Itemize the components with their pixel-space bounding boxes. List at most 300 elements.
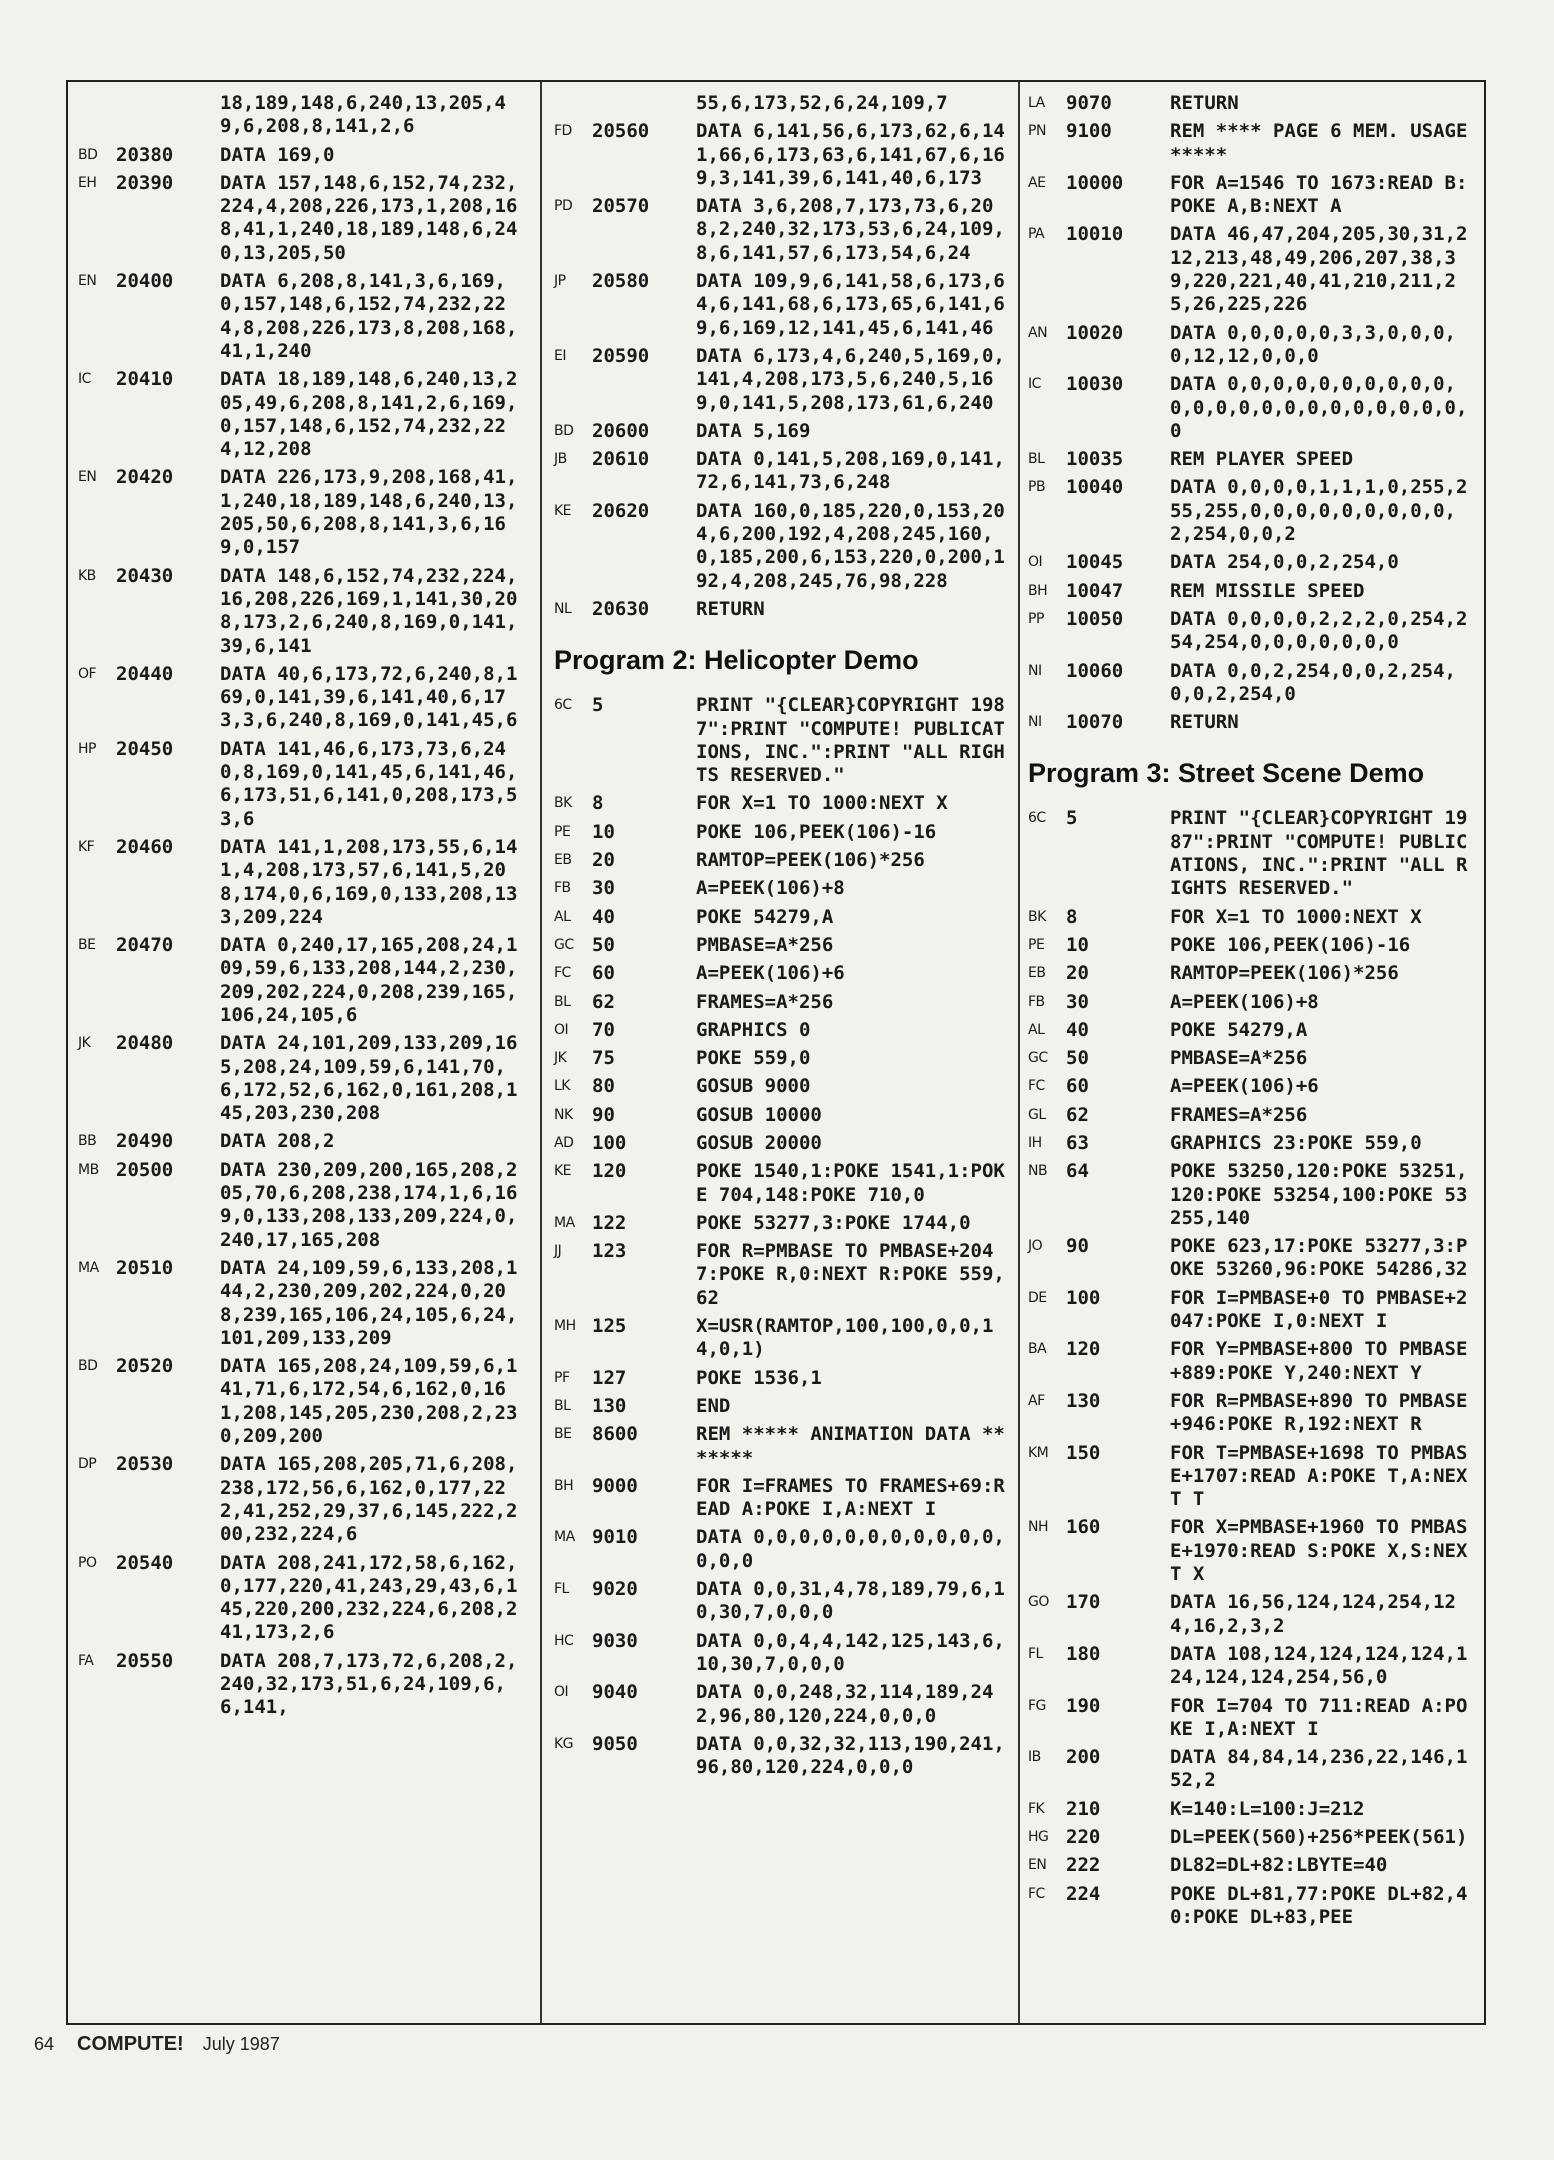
checksum-code: FC: [1028, 1078, 1045, 1095]
page-footer: [34, 2033, 280, 2056]
line-number: 20390: [116, 171, 174, 194]
line-number: 10010: [1066, 223, 1124, 246]
code-line: [78, 1032, 528, 1125]
line-number: 20480: [116, 1032, 174, 1055]
line-number: 75: [592, 1047, 615, 1070]
code-line: [554, 92, 1014, 115]
program-heading: Program 3: Street Scene Demo: [1028, 758, 1425, 789]
code-line: [554, 821, 1014, 844]
line-number: 10: [592, 820, 615, 843]
line-number: 20440: [116, 662, 174, 685]
code-line: [78, 565, 528, 658]
line-number: 9050: [592, 1732, 638, 1755]
checksum-code: BA: [1028, 1341, 1047, 1358]
code-line: [1028, 1746, 1478, 1793]
checksum-code: BL: [554, 993, 571, 1010]
basic-statement: A=PEEK(106)+8: [1170, 990, 1319, 1013]
code-line: [1028, 1235, 1478, 1282]
checksum-code: HG: [1028, 1829, 1049, 1845]
basic-statement: GOSUB 9000: [696, 1075, 811, 1098]
line-number: 70: [592, 1018, 615, 1041]
basic-statement: DATA 40,6,173,72,6,240,8,169,0,141,39,6,141,40,6,173,3,6,240,8,169,0,141,45,6: [220, 662, 518, 732]
code-line: [554, 120, 1014, 190]
line-number: 60: [592, 962, 615, 985]
basic-statement: A=PEEK(106)+6: [696, 962, 845, 985]
basic-statement: REM ***** ANIMATION DATA *******: [696, 1423, 1005, 1469]
checksum-code: IC: [78, 371, 91, 388]
checksum-code: PE: [554, 823, 571, 840]
checksum-code: PF: [554, 1369, 570, 1386]
code-line: [78, 172, 528, 265]
code-line: [1028, 991, 1478, 1014]
basic-statement: FOR Y=PMBASE+800 TO PMBASE+889:POKE Y,240:NEXT Y: [1170, 1338, 1468, 1384]
code-line: [554, 500, 1014, 593]
code-line: [554, 962, 1014, 985]
code-line: [1028, 1883, 1478, 1930]
line-number: 20580: [592, 270, 650, 293]
line-number: 100: [1066, 1286, 1101, 1309]
line-number: 125: [592, 1315, 627, 1338]
basic-statement: FOR A=1546 TO 1673:READ B:POKE A,B:NEXT A: [1170, 171, 1468, 218]
basic-statement: DATA 141,1,208,173,55,6,141,4,208,173,57,6,141,5,208,174,0,6,169,0,133,208,133,209,224: [220, 835, 518, 928]
checksum-code: JJ: [554, 1243, 562, 1260]
page-number: 64: [34, 2034, 55, 2054]
line-number: 10040: [1066, 476, 1124, 499]
checksum-code: OI: [1028, 554, 1043, 571]
line-number: 90: [1066, 1235, 1089, 1258]
code-line: [1028, 322, 1478, 369]
code-line: [554, 792, 1014, 815]
checksum-code: BB: [78, 1133, 97, 1150]
basic-statement: 18,189,148,6,240,13,205,49,6,208,8,141,2,6: [220, 92, 506, 138]
code-line: [1028, 934, 1478, 957]
line-number: 20410: [116, 368, 174, 391]
line-number: 62: [1066, 1103, 1089, 1126]
basic-statement: DATA 157,148,6,152,74,232,224,4,208,226,173,1,208,168,41,1,240,18,189,148,6,240,13,205,50: [220, 171, 518, 264]
code-line: [1028, 551, 1478, 574]
basic-statement: FOR R=PMBASE TO PMBASE+2047:POKE R,0:NEXT R:POKE 559,62: [696, 1240, 1005, 1309]
checksum-code: EN: [78, 469, 97, 486]
basic-statement: POKE 53250,120:POKE 53251,120:POKE 53254,100:POKE 53255,140: [1170, 1160, 1468, 1229]
basic-statement: DATA 169,0: [220, 143, 335, 166]
basic-statement: PRINT "{CLEAR}COPYRIGHT 1987":PRINT "COMPUTE! PUBLICATIONS, INC.":PRINT "ALL RIGHTS RESERVED.": [696, 694, 1005, 787]
code-line: [1028, 1390, 1478, 1437]
code-line: [1028, 373, 1478, 443]
basic-statement: REM MISSILE SPEED: [1170, 579, 1365, 602]
code-line: [78, 1355, 528, 1448]
basic-statement: FRAMES=A*256: [1170, 1103, 1308, 1126]
checksum-code: KE: [554, 502, 572, 519]
line-number: 20450: [116, 737, 174, 760]
line-number: 8: [592, 792, 604, 815]
code-line: [554, 1104, 1014, 1127]
line-number: 130: [592, 1394, 627, 1417]
checksum-code: AE: [1028, 174, 1046, 191]
basic-statement: REM PLAYER SPEED: [1170, 448, 1354, 471]
checksum-code: EH: [78, 174, 97, 191]
checksum-code: OI: [554, 1684, 569, 1701]
line-number: 20470: [116, 934, 174, 957]
basic-statement: DATA 6,141,56,6,173,62,6,141,66,6,173,63,6,141,67,6,169,3,141,39,6,141,40,6,173: [696, 120, 1005, 189]
line-number: 10: [1066, 933, 1089, 956]
basic-statement: FOR I=FRAMES TO FRAMES+69:READ A:POKE I,A:NEXT I: [696, 1474, 1005, 1521]
magazine-name: COMPUTE!: [77, 2033, 184, 2055]
basic-statement: DATA 6,173,4,6,240,5,169,0,141,4,208,173,5,6,240,5,169,0,141,5,208,173,61,6,240: [696, 344, 1005, 414]
line-number: 222: [1066, 1854, 1101, 1877]
line-number: 122: [592, 1211, 627, 1234]
code-line: [554, 1315, 1014, 1362]
line-number: 10050: [1066, 607, 1124, 630]
checksum-code: EN: [1028, 1857, 1047, 1874]
code-line: [554, 1160, 1014, 1207]
basic-statement: DATA 0,0,0,0,2,2,2,0,254,254,254,0,0,0,0,0,0,0: [1170, 607, 1468, 654]
code-line: [78, 1453, 528, 1546]
checksum-code: AN: [1028, 324, 1048, 341]
line-number: 5: [592, 694, 604, 717]
code-line: [554, 1395, 1014, 1418]
basic-statement: POKE 106,PEEK(106)-16: [696, 820, 937, 843]
code-line: [1028, 1019, 1478, 1042]
code-line: [78, 92, 528, 139]
basic-statement: REM **** PAGE 6 MEM. USAGE *****: [1170, 120, 1479, 166]
checksum-code: DP: [78, 1456, 97, 1473]
checksum-code: NI: [1028, 662, 1042, 679]
basic-statement: DATA 0,0,248,32,114,189,242,96,80,120,224,0,0,0: [696, 1681, 994, 1727]
code-line: [554, 1681, 1014, 1728]
basic-statement: POKE 53277,3:POKE 1744,0: [696, 1211, 971, 1234]
line-number: 200: [1066, 1746, 1101, 1769]
code-line: [1028, 1695, 1478, 1742]
checksum-code: PN: [1028, 123, 1046, 140]
code-line: [1028, 1132, 1478, 1155]
basic-statement: DATA 0,0,2,254,0,0,2,254,0,0,2,254,0: [1170, 659, 1456, 705]
checksum-code: EB: [554, 852, 572, 869]
code-line: [78, 1257, 528, 1350]
basic-statement: GOSUB 10000: [696, 1103, 822, 1126]
code-line: [78, 368, 528, 461]
basic-statement: RAMTOP=PEEK(106)*256: [696, 849, 925, 872]
basic-statement: DATA 0,0,0,0,0,3,3,0,0,0,0,12,12,0,0,0: [1170, 321, 1456, 367]
checksum-code: EB: [1028, 965, 1046, 982]
basic-statement: DL=PEEK(560)+256*PEEK(561): [1170, 1826, 1468, 1848]
basic-statement: POKE 1540,1:POKE 1541,1:POKE 704,148:POKE 710,0: [696, 1160, 1005, 1206]
checksum-code: LK: [554, 1078, 570, 1095]
checksum-code: PD: [554, 198, 573, 215]
basic-statement: DATA 226,173,9,208,168,41,1,240,18,189,148,6,240,13,205,50,6,208,8,141,3,6,169,0,157: [220, 466, 518, 559]
line-number: 64: [1066, 1160, 1089, 1183]
checksum-code: IH: [1028, 1134, 1042, 1151]
checksum-code: JK: [554, 1050, 567, 1067]
line-number: 8: [1066, 905, 1078, 928]
line-number: 20630: [592, 597, 650, 620]
line-number: 20400: [116, 270, 174, 293]
code-line: [78, 738, 528, 831]
code-line: [1028, 1826, 1478, 1849]
checksum-code: BH: [1028, 582, 1048, 599]
line-number: 10000: [1066, 171, 1124, 194]
code-line: [1028, 172, 1478, 219]
checksum-code: PA: [1028, 226, 1045, 243]
line-number: 9030: [592, 1629, 638, 1652]
line-number: 50: [592, 933, 615, 956]
code-line: [78, 1552, 528, 1645]
checksum-code: EI: [554, 347, 566, 364]
code-line: [78, 663, 528, 733]
line-number: 20430: [116, 564, 174, 587]
line-number: 20: [592, 849, 615, 872]
checksum-code: FG: [1028, 1697, 1046, 1714]
checksum-code: 6C: [1028, 810, 1046, 827]
basic-statement: FRAMES=A*256: [696, 990, 834, 1013]
checksum-code: NI: [1028, 714, 1042, 731]
checksum-code: OI: [554, 1021, 569, 1038]
code-line: [554, 1019, 1014, 1042]
basic-statement: FOR I=704 TO 711:READ A:POKE I,A:NEXT I: [1170, 1694, 1468, 1740]
checksum-code: GC: [554, 936, 574, 953]
basic-statement: FOR X=PMBASE+1960 TO PMBASE+1970:READ S:POKE X,S:NEXT X: [1170, 1516, 1468, 1586]
line-number: 10030: [1066, 373, 1124, 396]
code-line: [554, 1475, 1014, 1522]
code-line: [1028, 660, 1478, 707]
checksum-code: FL: [1028, 1645, 1043, 1662]
checksum-code: GO: [1028, 1594, 1049, 1611]
checksum-code: IB: [1028, 1749, 1041, 1766]
checksum-code: BD: [78, 146, 98, 163]
line-number: 170: [1066, 1591, 1101, 1614]
basic-statement: DATA 24,109,59,6,133,208,144,2,230,209,202,224,0,208,239,165,106,24,105,6,24,101,209,133,209: [220, 1256, 518, 1349]
checksum-code: BE: [78, 937, 96, 954]
code-line: [1028, 608, 1478, 655]
checksum-code: AL: [1028, 1021, 1045, 1038]
checksum-code: MH: [554, 1318, 576, 1335]
line-number: 50: [1066, 1047, 1089, 1070]
checksum-code: PB: [1028, 479, 1046, 496]
checksum-code: 6C: [554, 697, 572, 714]
line-number: 9040: [592, 1681, 638, 1704]
basic-statement: POKE 559,0: [696, 1047, 811, 1070]
line-number: 20500: [116, 1158, 174, 1181]
line-number: 127: [592, 1366, 627, 1389]
checksum-code: KM: [1028, 1444, 1049, 1461]
code-line: [78, 934, 528, 1027]
checksum-code: HC: [554, 1632, 574, 1649]
checksum-code: BK: [554, 795, 572, 812]
program-heading: Program 2: Helicopter Demo: [554, 645, 919, 676]
basic-statement: FOR R=PMBASE+890 TO PMBASE+946:POKE R,192:NEXT R: [1170, 1389, 1468, 1436]
checksum-code: GL: [1028, 1106, 1046, 1123]
checksum-code: FB: [1028, 993, 1045, 1010]
code-line: [554, 270, 1014, 340]
line-number: 20420: [116, 466, 174, 489]
basic-statement: DATA 0,0,0,0,1,1,1,0,255,255,255,0,0,0,0,0,0,0,0,0,2,254,0,0,2: [1170, 476, 1468, 546]
checksum-code: BD: [78, 1358, 98, 1375]
basic-statement: POKE 54279,A: [1170, 1018, 1308, 1041]
code-line: [554, 934, 1014, 957]
checksum-code: FB: [554, 880, 571, 897]
checksum-code: BH: [554, 1477, 574, 1494]
code-line: [554, 1212, 1014, 1235]
basic-statement: DATA 46,47,204,205,30,31,212,213,48,49,206,207,38,39,220,221,40,41,210,211,25,26,225,226: [1170, 223, 1468, 316]
line-number: 20600: [592, 419, 650, 442]
basic-statement: DATA 5,169: [696, 419, 811, 442]
line-number: 20530: [116, 1453, 174, 1476]
line-number: 80: [592, 1075, 615, 1098]
line-number: 20620: [592, 499, 650, 522]
code-line: [1028, 807, 1478, 900]
basic-statement: A=PEEK(106)+6: [1170, 1075, 1319, 1098]
listing-column-3: [1028, 92, 1478, 1934]
basic-statement: DATA 230,209,200,165,208,205,70,6,208,238,174,1,6,169,0,133,208,133,209,224,0,240,17,165,208: [220, 1158, 518, 1251]
checksum-code: BK: [1028, 908, 1046, 925]
line-number: 20460: [116, 835, 174, 858]
code-line: [78, 836, 528, 929]
code-line: [78, 144, 528, 167]
column-divider: [540, 82, 542, 2023]
basic-statement: FOR X=1 TO 1000:NEXT X: [696, 792, 948, 815]
basic-statement: END: [696, 1394, 731, 1417]
line-number: 20570: [592, 195, 650, 218]
line-number: 30: [1066, 990, 1089, 1013]
listing-column-2: [554, 92, 1014, 1784]
checksum-code: PE: [1028, 936, 1045, 953]
checksum-code: IC: [1028, 376, 1041, 393]
code-line: [1028, 1798, 1478, 1821]
basic-statement: PMBASE=A*256: [696, 933, 834, 956]
basic-statement: GRAPHICS 0: [696, 1018, 811, 1041]
checksum-code: OF: [78, 665, 97, 682]
line-number: 9000: [592, 1474, 638, 1497]
basic-statement: X=USR(RAMTOP,100,100,0,0,14,0,1): [696, 1315, 994, 1361]
code-line: [554, 1075, 1014, 1098]
code-line: [1028, 448, 1478, 471]
basic-statement: DATA 0,0,32,32,113,190,241,96,80,120,224,0,0,0: [696, 1732, 1005, 1779]
checksum-code: BD: [554, 422, 574, 439]
code-line: [1028, 92, 1478, 115]
basic-statement: DATA 18,189,148,6,240,13,205,49,6,208,8,141,2,6,169,0,157,148,6,152,74,232,224,12,208: [220, 368, 518, 461]
basic-statement: DATA 148,6,152,74,232,224,16,208,226,169,1,141,30,208,173,2,6,240,8,169,0,141,39,6,141: [220, 564, 518, 657]
line-number: 10035: [1066, 448, 1124, 471]
basic-statement: DATA 141,46,6,173,73,6,240,8,169,0,141,45,6,141,46,6,173,51,6,141,0,208,173,53,6: [220, 737, 518, 830]
line-number: 90: [592, 1103, 615, 1126]
code-line: [1028, 1047, 1478, 1070]
code-line: [554, 420, 1014, 443]
checksum-code: AF: [1028, 1392, 1045, 1409]
line-number: 20490: [116, 1130, 174, 1153]
line-number: 40: [1066, 1018, 1089, 1041]
basic-statement: DATA 208,241,172,58,6,162,0,177,220,41,243,29,43,6,145,220,200,232,224,6,208,241,173,2,6: [220, 1551, 518, 1644]
basic-statement: A=PEEK(106)+8: [696, 877, 845, 900]
code-line: [1028, 1854, 1478, 1877]
checksum-code: FD: [554, 123, 572, 140]
listing-frame: [66, 80, 1486, 2025]
code-line: [554, 195, 1014, 265]
basic-statement: RETURN: [696, 597, 765, 620]
line-number: 10070: [1066, 711, 1124, 734]
checksum-code: AL: [554, 908, 571, 925]
code-line: [554, 1423, 1014, 1470]
basic-statement: DATA 0,0,0,0,0,0,0,0,0,0,0,0,0,0,0,0,0,0,0,0,0,0,0,0: [1170, 373, 1468, 442]
code-line: [78, 466, 528, 559]
line-number: 20380: [116, 143, 174, 166]
basic-statement: GRAPHICS 23:POKE 559,0: [1170, 1131, 1422, 1154]
code-line: [78, 1159, 528, 1252]
basic-statement: DATA 0,0,0,0,0,0,0,0,0,0,0,0,0,0: [696, 1526, 1005, 1572]
line-number: 20: [1066, 962, 1089, 985]
line-number: 9010: [592, 1526, 638, 1549]
code-line: [554, 1526, 1014, 1573]
line-number: 63: [1066, 1131, 1089, 1154]
code-line: [554, 1578, 1014, 1625]
checksum-code: PP: [1028, 610, 1044, 627]
basic-statement: DATA 208,2: [220, 1130, 335, 1153]
basic-statement: RETURN: [1170, 92, 1239, 114]
checksum-code: NB: [1028, 1163, 1048, 1180]
code-line: [1028, 962, 1478, 985]
code-line: [554, 1733, 1014, 1780]
code-line: [1028, 1516, 1478, 1586]
basic-statement: DATA 6,208,8,141,3,6,169,0,157,148,6,152,74,232,224,8,208,226,173,8,208,168,41,1,240: [220, 270, 518, 362]
checksum-code: JB: [554, 451, 567, 468]
code-line: [554, 598, 1014, 621]
basic-statement: FOR I=PMBASE+0 TO PMBASE+2047:POKE I,0:NEXT I: [1170, 1286, 1468, 1333]
line-number: 5: [1066, 807, 1078, 830]
checksum-code: BL: [1028, 451, 1045, 468]
basic-statement: DATA 0,141,5,208,169,0,141,72,6,141,73,6,248: [696, 448, 1005, 494]
line-number: 8600: [592, 1423, 638, 1446]
checksum-code: JO: [1028, 1238, 1043, 1255]
code-line: [554, 991, 1014, 1014]
line-number: 130: [1066, 1389, 1101, 1412]
line-number: 160: [1066, 1516, 1101, 1539]
issue-date: July 1987: [202, 2034, 280, 2054]
line-number: 20520: [116, 1355, 174, 1378]
basic-statement: POKE 106,PEEK(106)-16: [1170, 933, 1411, 956]
code-line: [554, 448, 1014, 495]
basic-statement: POKE DL+81,77:POKE DL+82,40:POKE DL+83,PEE: [1170, 1882, 1468, 1928]
line-number: 30: [592, 877, 615, 900]
code-line: [554, 1132, 1014, 1155]
basic-statement: DATA 109,9,6,141,58,6,173,64,6,141,68,6,173,65,6,141,69,6,169,12,141,45,6,141,46: [696, 270, 1005, 339]
basic-statement: DATA 160,0,185,220,0,153,204,6,200,192,4,208,245,160,0,185,200,6,153,220,0,200,192,4,208,245,76,98,228: [696, 499, 1005, 592]
checksum-code: PO: [78, 1554, 97, 1571]
basic-statement: DATA 0,0,4,4,142,125,143,6,10,30,7,0,0,0: [696, 1629, 1005, 1675]
basic-statement: PRINT "{CLEAR}COPYRIGHT 1987":PRINT "COMPUTE! PUBLICATIONS, INC.":PRINT "ALL RIGHTS RESERVED.": [1170, 807, 1468, 900]
basic-statement: DATA 0,0,31,4,78,189,79,6,10,30,7,0,0,0: [696, 1578, 1005, 1624]
checksum-code: FC: [554, 965, 571, 982]
checksum-code: KE: [554, 1163, 572, 1180]
line-number: 20550: [116, 1649, 174, 1672]
code-line: [1028, 906, 1478, 929]
basic-statement: GOSUB 20000: [696, 1131, 822, 1154]
checksum-code: HP: [78, 740, 96, 757]
checksum-code: JK: [78, 1035, 91, 1052]
basic-statement: DATA 84,84,14,236,22,146,152,2: [1170, 1746, 1468, 1792]
code-line: [1028, 1643, 1478, 1690]
line-number: 10060: [1066, 659, 1124, 682]
basic-statement: DATA 16,56,124,124,254,124,16,2,3,2: [1170, 1591, 1456, 1637]
basic-statement: DATA 0,240,17,165,208,24,109,59,6,133,208,144,2,230,209,202,224,0,208,239,165,106,24,105,6: [220, 934, 518, 1026]
basic-statement: RAMTOP=PEEK(106)*256: [1170, 962, 1399, 985]
code-line: [1028, 1075, 1478, 1098]
checksum-code: KF: [78, 838, 95, 855]
checksum-code: BL: [554, 1397, 571, 1414]
basic-statement: FOR X=1 TO 1000:NEXT X: [1170, 905, 1422, 928]
line-number: 220: [1066, 1826, 1101, 1848]
basic-statement: DATA 165,208,24,109,59,6,141,71,6,172,54,6,162,0,161,208,145,205,230,208,2,230,209,200: [220, 1355, 518, 1448]
checksum-code: KB: [78, 567, 96, 584]
code-line: [1028, 711, 1478, 734]
basic-statement: DATA 108,124,124,124,124,124,124,124,254,56,0: [1170, 1642, 1468, 1689]
